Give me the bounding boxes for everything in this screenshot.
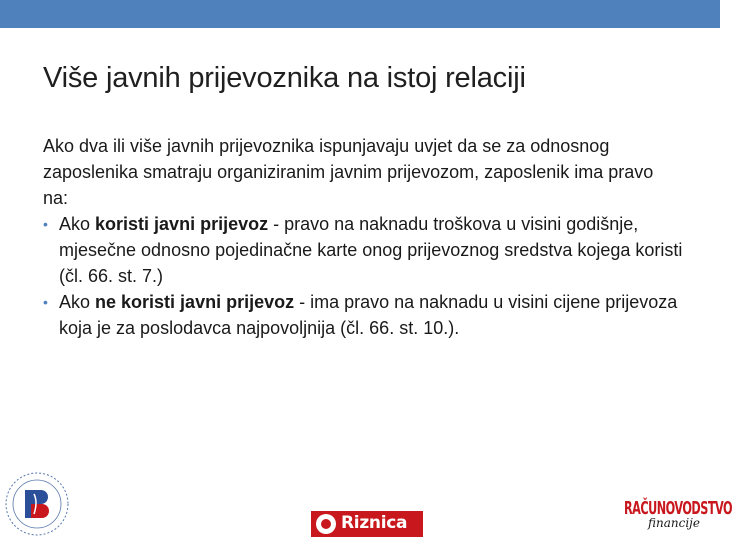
header-bar: [0, 0, 720, 28]
bullet-bold-text: koristi javni prijevoz: [95, 214, 269, 234]
riznica-logo-text: Riznica: [341, 513, 408, 533]
bullet-dot-icon: •: [43, 294, 48, 310]
seal-logo: [3, 470, 71, 538]
slide-title: Više javnih prijevoznika na istoj relaciji: [43, 62, 526, 94]
racunovodstvo-logo-text: RAČUNOVODSTVO: [624, 497, 732, 518]
bullet-text: - pravo na naknadu troškova u visini godišnje, mjesečne odnosno pojedinačne karte onog prijevoznog sredstva kojega koristi (čl. 66. st. 7.): [59, 214, 683, 286]
bullet-dot-icon: •: [43, 216, 48, 232]
riznica-logo: [311, 511, 423, 537]
bullet-item: [43, 211, 683, 289]
riznica-emblem-icon: [316, 514, 336, 534]
bullet-prefix: Ako: [59, 292, 96, 312]
slide-body: [43, 133, 683, 341]
bullet-item: [43, 289, 683, 341]
bullet-prefix: Ako: [59, 214, 96, 234]
intro-paragraph: Ako dva ili više javnih prijevoznika ispunjavaju uvjet da se za odnosnog zaposlenika smatraju organiziranim javnim prijevozom, zaposlenik ima pravo na:: [43, 136, 654, 208]
bullet-text: - ima pravo na naknadu u visini cijene prijevoza koja je za poslodavca najpovoljnija (čl. 66. st. 10.).: [59, 292, 678, 338]
racunovodstvo-logo: [624, 497, 732, 537]
racunovodstvo-logo-subtext: financije: [648, 516, 700, 530]
bullet-bold-text: ne koristi javni prijevoz: [95, 292, 295, 312]
